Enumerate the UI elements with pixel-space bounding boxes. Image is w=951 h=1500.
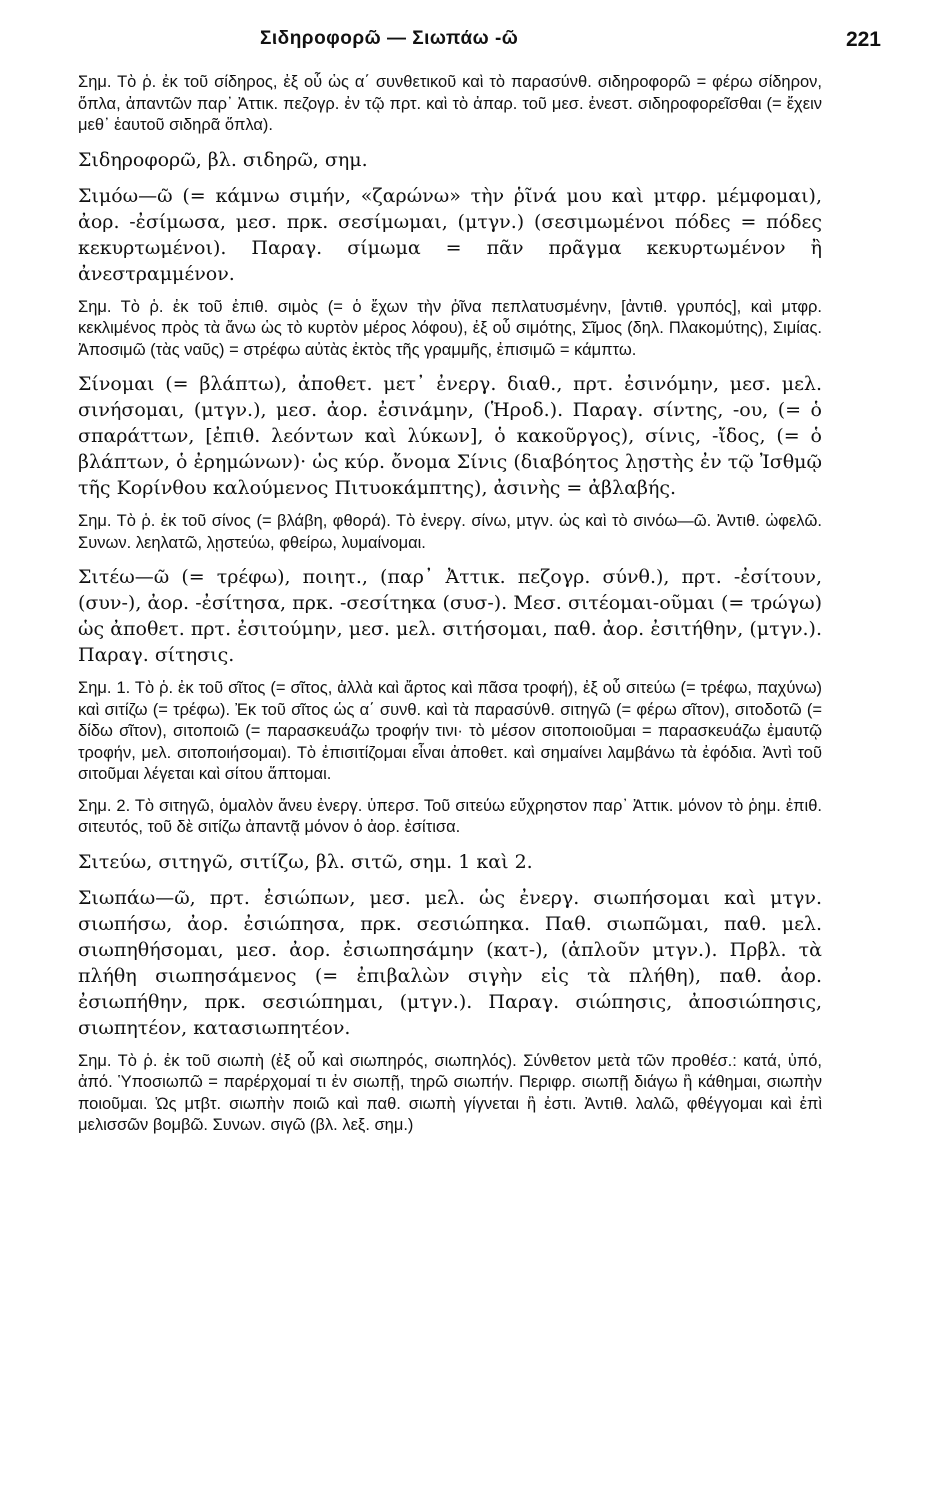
- note-sinos: Σημ. Τὸ ῥ. ἐκ τοῦ σίνος (= βλάβη, φθορά). Τὸ ἐνεργ. σίνω, μτγν. ὡς καὶ τὸ σινόω—ῶ. Ἀντιθ. ὠφελῶ. Συνων. λεηλατῶ, λῃστεύω, φθείρω, λυμαίνομαι.: [78, 512, 822, 552]
- running-head: Σιδηροφορῶ — Σιωπάω -ῶ: [260, 28, 519, 49]
- entry-siteo: Σιτέω—ῶ (= τρέφω), ποιητ., (παρ᾽ Ἀττικ. πεζογρ. σύνθ.), πρτ. -ἐσίτουν, (συν-), ἀορ. -ἐσίτησα, πρκ. -σεσίτηκα (συσ-). Μεσ. σιτέομαι-οῦμαι (= τρώγω) ὡς ἀποθετ. πρτ. ἐσιτούμην, μεσ. μελ. σιτήσομαι, παθ. ἀορ. ἐσιτήθην, (μτγν.). Παραγ. σίτησις.: [78, 566, 822, 666]
- entry-siteuo: Σιτεύω, σιτηγῶ, σιτίζω, βλ. σιτῶ, σημ. 1 καὶ 2.: [78, 850, 533, 873]
- entry-sinomai: Σίνομαι (= βλάπτω), ἀποθετ. μετ᾽ ἐνεργ. διαθ., πρτ. ἐσινόμην, μεσ. μελ. σινήσομαι, (μτγν.), μεσ. ἀορ. ἐσινάμην, (Ἡροδ.). Παραγ. σίντης, -ου, (= ὁ σπαράττων, [ἐπιθ. λεόντων καὶ λύκων], ὁ κακοῦργος), σίνις, -ἴδος, (= ὁ βλάπτων, ὁ ἐρημώνων)· ὡς κύρ. ὄνομα Σίνις (διαβόητος λῃστὴς ἐν τῷ Ἰσθμῷ τῆς Κορίνθου καλούμενος Πιτυοκάμπτης), ἀσινὴς = ἀβλαβής.: [78, 373, 822, 499]
- note-siope: Σημ. Τὸ ῥ. ἐκ τοῦ σιωπὴ (ἐξ οὗ καὶ σιωπηρός, σιωπηλός). Σύνθετον μετὰ τῶν προθέσ.: κατά, ὑπό, ἀπό. Ὑποσιωπῶ = παρέρχομαί τι ἐν σιωπῇ, τηρῶ σιωπήν. Περιφρ. σιωπῇ διάγω ἢ κάθημαι, σιωπὴν ποιοῦμαι. Ὡς μτβτ. σιωπὴν ποιῶ καὶ παθ. σιωπὴ γίγνεται ἢ ἐστι. Ἀντιθ. λαλῶ, φθέγγομαι καὶ ἐπὶ μελισσῶν βομβῶ. Συνων. σιγῶ (βλ. λεξ. σημ.): [78, 1051, 822, 1134]
- page-header: [80, 22, 881, 58]
- page-content: [78, 72, 822, 1147]
- entry-siderophoro: Σιδηροφορῶ, βλ. σιδηρῶ, σημ.: [78, 148, 368, 171]
- note-simos: Σημ. Τὸ ῥ. ἐκ τοῦ ἐπιθ. σιμὸς (= ὁ ἔχων τὴν ῥῖνα πεπλατυσμένην, [ἀντιθ. γρυπός], καὶ μτφρ. κεκλιμένος πρὸς τὰ ἄνω ὡς τὸ κυρτὸν μέρος λόφου), ἐξ οὗ σιμότης, Σῖμος (δηλ. Πλακομύτης), Σιμίας. Ἀποσιμῶ (τὰς ναῦς) = στρέφω αὐτὰς ἐκτὸς τῆς γραμμῆς, ἐπισιμῶ = κάμπτω.: [78, 297, 822, 359]
- entry-siopao: Σιωπάω—ῶ, πρτ. ἐσιώπων, μεσ. μελ. ὡς ἐνεργ. σιωπήσομαι καὶ μτγν. σιωπήσω, ἀορ. ἐσιώπησα, πρκ. σεσιώπηκα. Παθ. σιωπῶμαι, παθ. μελ. σιωπηθήσομαι, μεσ. ἀορ. ἐσιωπησάμην (κατ-), (ἁπλοῦν μτγν.). Πρβλ. τὰ πλήθη σιωπησάμενος (= ἐπιβαλὼν σιγὴν εἰς τὰ πλήθη), παθ. ἀορ. ἐσιωπήθην, πρκ. σεσιώπημαι, (μτγν.). Παραγ. σιώπησις, ἀποσιώπησις, σιωπητέον, κατασιωπητέον.: [78, 886, 822, 1039]
- page-number: 221: [845, 28, 881, 51]
- note-sitos-2: Σημ. 2. Τὸ σιτηγῶ, ὁμαλὸν ἄνευ ἐνεργ. ὑπερσ. Τοῦ σιτεύω εὔχρηστον παρ᾽ Ἀττικ. μόνον τὸ ῥημ. ἐπιθ. σιτευτός, τοῦ δὲ σιτίζω ἀπαντᾷ μόνον ὁ ἀορ. ἐσίτισα.: [78, 796, 822, 836]
- note-sitos-1: Σημ. 1. Τὸ ῥ. ἐκ τοῦ σῖτος (= σῖτος, ἀλλὰ καὶ ἄρτος καὶ πᾶσα τροφή), ἐξ οὗ σιτεύω (= τρέφω, παχύνω) καὶ σιτίζω (= τρέφω). Ἐκ τοῦ σῖτος ὡς α΄ συνθ. καὶ τὰ παρασύνθ. σιτηγῶ (= φέρω σῖτον), σιτοδοτῶ (= δίδω σῖτον), σιτοποιῶ (= παρασκευάζω τροφήν τινι· τὸ μέσον σιτοποιοῦμαι = παρασκευάζω ἐμαυτῷ τροφήν, μελ. σιτοποιήσομαι). Τὸ ἐπισιτίζομαι εἶναι ἀποθετ. καὶ σημαίνει λαμβάνω τὰ ἐφόδια. Ἀντὶ τοῦ σιτοῦμαι λέγεται καὶ σίτου ἅπτομαι.: [78, 679, 822, 783]
- note-sideros: Σημ. Τὸ ῥ. ἐκ τοῦ σίδηρος, ἐξ οὗ ὡς α΄ συνθετικοῦ καὶ τὸ παρασύνθ. σιδηροφορῶ = φέρω σίδηρον, ὅπλα, ἀπαντῶν παρ᾽ Ἀττικ. πεζογρ. ἐν τῷ πρτ. καὶ τὸ ἀπαρ. τοῦ μεσ. ἐνεστ. σιδηροφορεῖσθαι (= ἔχειν μεθ᾽ ἑαυτοῦ σιδηρᾶ ὅπλα).: [78, 73, 822, 134]
- entry-simoo: Σιμόω—ῶ (= κάμνω σιμήν, «ζαρώνω» τὴν ῥῖνά μου καὶ μτφρ. μέμφομαι), ἀορ. -ἐσίμωσα, μεσ. πρκ. σεσίμωμαι, (μτγν.) (σεσιμωμένοι πόδες = πόδες κεκυρτωμένοι). Παραγ. σίμωμα = πᾶν πρᾶγμα κεκυρτωμένον ἢ ἀνεστραμμένον.: [78, 184, 822, 285]
